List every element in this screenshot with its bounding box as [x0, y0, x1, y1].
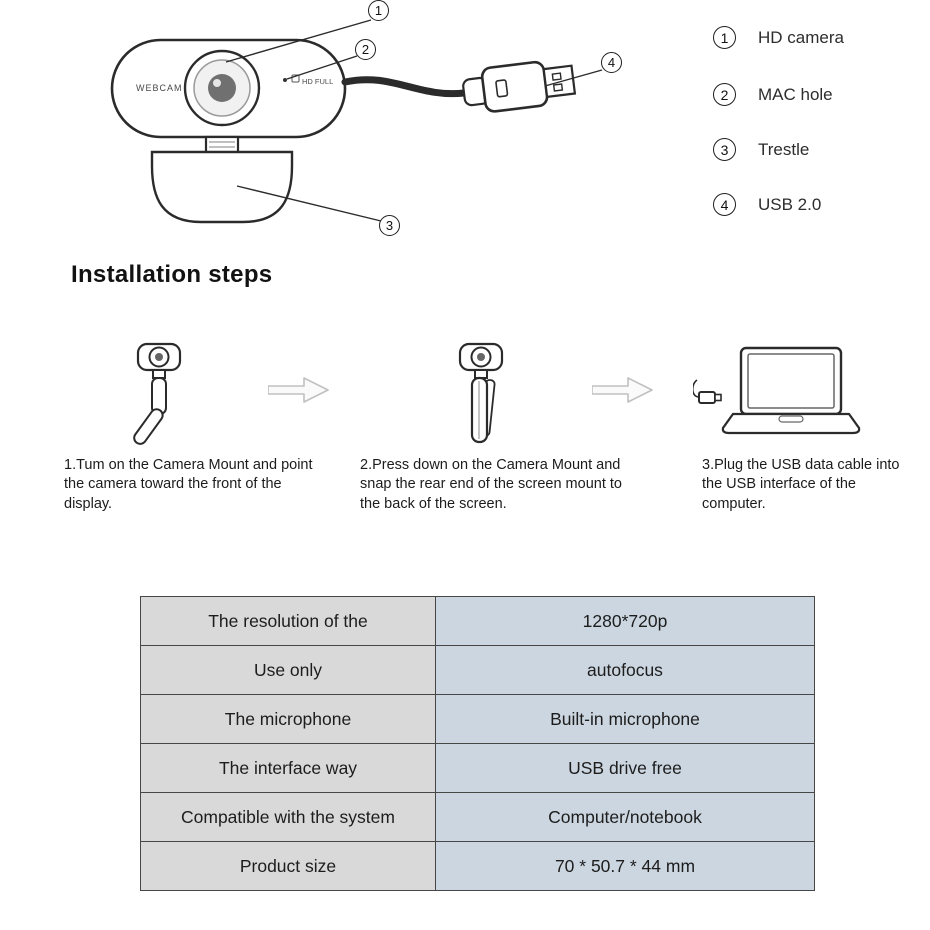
callout-3: 3 — [379, 215, 400, 236]
spec-row-size — [141, 842, 815, 891]
legend-num-3: 3 — [713, 138, 736, 161]
legend-item-usb — [713, 193, 821, 216]
callout-2: 2 — [355, 39, 376, 60]
spec-row-microphone — [141, 695, 815, 744]
spec-value: 1280*720p — [436, 597, 815, 646]
installation-steps-title: Installation steps — [71, 261, 273, 288]
hd-full-text: HD FULL — [302, 77, 334, 86]
callout-4: 4 — [601, 52, 622, 73]
spec-value: Built-in microphone — [436, 695, 815, 744]
spec-value: USB drive free — [436, 744, 815, 793]
spec-table — [140, 596, 815, 891]
usb-connector — [461, 58, 576, 115]
webcam-brand-text: WEBCAM — [136, 83, 183, 93]
spec-value: 70 * 50.7 * 44 mm — [436, 842, 815, 891]
legend-item-trestle — [713, 138, 809, 161]
legend-num-2: 2 — [713, 83, 736, 106]
mic-hole — [283, 78, 287, 82]
spec-row-focus — [141, 646, 815, 695]
spec-label: Product size — [141, 842, 436, 891]
spec-row-compatibility — [141, 793, 815, 842]
spec-value: Computer/notebook — [436, 793, 815, 842]
legend-num-1: 1 — [713, 26, 736, 49]
spec-row-resolution — [141, 597, 815, 646]
usb-plug-icon — [693, 380, 721, 403]
callout-1: 1 — [368, 0, 389, 21]
spec-label: Use only — [141, 646, 436, 695]
mount-neck — [206, 137, 238, 153]
legend-item-hd-camera — [713, 26, 844, 49]
spec-label: The resolution of the — [141, 597, 436, 646]
legend-label-mac-hole: MAC hole — [758, 84, 833, 104]
usb-cable — [345, 80, 464, 94]
spec-value: autofocus — [436, 646, 815, 695]
trestle-base — [152, 152, 292, 222]
legend-label-hd-camera: HD camera — [758, 27, 844, 47]
webcam-lens — [185, 51, 259, 125]
spec-label: The microphone — [141, 695, 436, 744]
legend-label-trestle: Trestle — [758, 139, 810, 159]
step3-caption: 3.Plug the USB data cable into the USB interface of the computer. — [702, 457, 900, 512]
legend-num-4: 4 — [713, 193, 736, 216]
step3-figure — [693, 344, 863, 446]
arrow-icon — [268, 376, 330, 404]
legend-item-mac-hole — [713, 83, 833, 106]
legend-label-usb: USB 2.0 — [758, 194, 822, 214]
step1-figure — [108, 340, 218, 455]
spec-row-interface — [141, 744, 815, 793]
arrow-icon — [592, 376, 654, 404]
spec-label: The interface way — [141, 744, 436, 793]
step2-figure — [438, 340, 528, 455]
step2-caption: 2.Press down on the Camera Mount and snap the rear end of the screen mount to the back of the screen. — [360, 457, 622, 512]
step1-caption: 1.Tum on the Camera Mount and point the camera toward the front of the display. — [64, 457, 313, 512]
spec-label: Compatible with the system — [141, 793, 436, 842]
